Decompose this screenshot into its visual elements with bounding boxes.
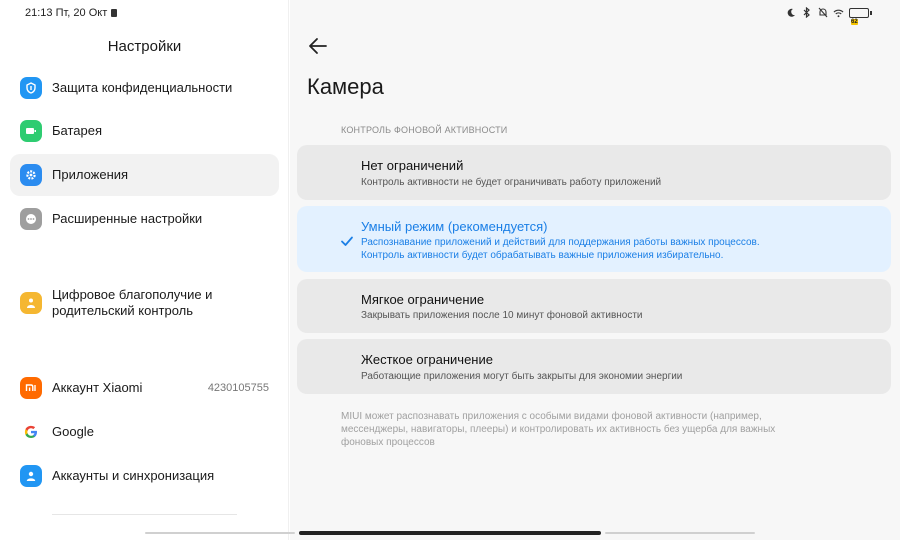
battery-icon <box>20 120 42 142</box>
battery-level: 62 <box>851 18 858 25</box>
sidebar-item-label: Цифровое благополучие и родительский контроль <box>52 287 213 318</box>
option-title: Умный режим (рекомендуется) <box>361 219 548 234</box>
sidebar-item-label: Защита конфиденциальности <box>52 80 233 95</box>
more-icon <box>20 208 42 230</box>
option-smart-mode[interactable] <box>297 206 891 272</box>
back-button[interactable] <box>308 37 330 57</box>
check-icon <box>340 234 354 248</box>
xiaomi-account-id: 4230105755 <box>207 381 269 394</box>
sidebar-item-label: Аккаунт Xiaomi <box>52 380 143 395</box>
option-description: Закрывать приложения после 10 минут фоновой активности <box>361 310 643 321</box>
sidebar-item-label: Приложения <box>52 167 129 182</box>
wellbeing-icon <box>20 292 42 314</box>
option-title: Нет ограничений <box>361 158 464 173</box>
section-label: КОНТРОЛЬ ФОНОВОЙ АКТИВНОСТИ <box>341 125 508 135</box>
mi-icon <box>20 377 42 399</box>
privacy-icon <box>20 77 42 99</box>
google-icon <box>20 421 42 443</box>
gear-icon <box>20 164 42 186</box>
wifi-icon <box>833 7 844 18</box>
divider <box>52 514 237 515</box>
sidebar-item-wellbeing[interactable] <box>10 280 279 326</box>
sidebar-item-apps[interactable] <box>10 154 279 196</box>
option-title: Жесткое ограничение <box>361 352 493 367</box>
option-title: Мягкое ограничение <box>361 292 485 307</box>
sidebar-item-google[interactable] <box>10 411 279 453</box>
sidebar-item-advanced[interactable] <box>10 198 279 240</box>
status-icons <box>785 7 872 25</box>
sidebar-item-battery[interactable] <box>10 110 279 152</box>
sidebar-item-label: Аккаунты и синхронизация <box>52 468 215 483</box>
option-soft-restriction[interactable] <box>297 279 891 333</box>
sidebar-item-accounts-sync[interactable] <box>10 455 279 497</box>
mute-bell-icon <box>817 7 828 18</box>
sidebar-item-label: Расширенные настройки <box>52 211 203 226</box>
gesture-hint-right <box>605 532 755 534</box>
sidebar-title: Настройки <box>107 38 182 55</box>
page-title: Камера <box>307 74 384 99</box>
bluetooth-icon <box>801 7 812 18</box>
sd-card-icon <box>111 9 117 17</box>
account-icon <box>20 465 42 487</box>
battery-indicator <box>849 8 872 25</box>
sidebar-item-label: Батарея <box>52 123 103 138</box>
detail-pane <box>290 0 900 540</box>
option-hard-restriction[interactable] <box>297 339 891 394</box>
status-time: 21:13 Пт, 20 Окт <box>25 7 117 19</box>
sidebar-item-privacy[interactable] <box>10 67 279 109</box>
sidebar-item-label: Google <box>52 424 94 439</box>
option-description: Контроль активности не будет ограничивать работу приложений <box>361 177 662 188</box>
option-no-restrictions[interactable] <box>297 145 891 200</box>
settings-sidebar <box>0 0 289 540</box>
gesture-hint-left <box>145 532 295 534</box>
moon-icon <box>785 7 796 18</box>
back-arrow-icon <box>308 37 328 55</box>
option-description: Работающие приложения могут быть закрыты для экономии энергии <box>361 371 683 382</box>
option-description: Распознавание приложений и действий для поддержания работы важных процессов. Контроль активности будет обрабатывать важные приложения избирательно. <box>361 237 760 261</box>
footnote: MIUI может распознавать приложения с особыми видами фоновой активности (например, мессенджеры, навигаторы, плееры) и контролировать их активность без ущерба для важных фоновых процессов <box>341 411 776 448</box>
sidebar-item-xiaomi-account[interactable] <box>10 367 279 409</box>
home-indicator[interactable] <box>299 531 601 535</box>
